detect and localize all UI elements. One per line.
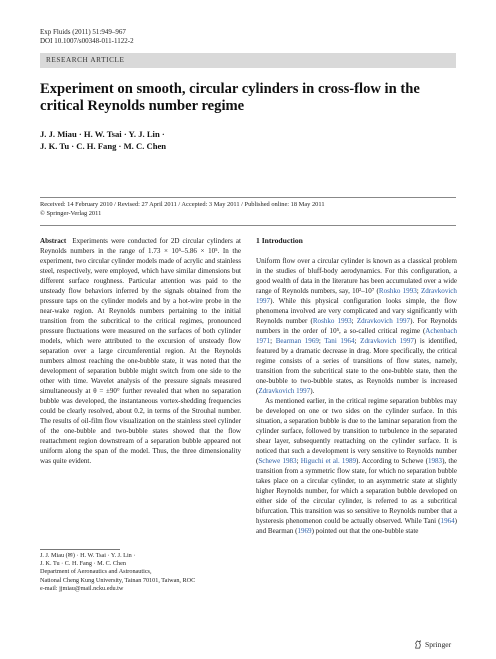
footnote-line: J. K. Tu · C. H. Fang · M. C. Chen — [40, 560, 126, 568]
intro-paragraph-1: Uniform flow over a circular cylinder is known as a classical problem in the studies of bluff-body aerodynamics. For this configuration, a good wealth of data in the literature has been accumulated over a wide range of Reynolds numbers, say, 10²–10⁷ (Roshko 1993; Zdravkovich 1997). While this physical configuration looks simple, the flow phenomena involved are very complicated and vary significantly with Reynolds number (Roshko 1993; Zdravkovich 1997). For Reynolds numbers in the order of 10⁵, a so-called critical regime (Achenbach 1971; Bearman 1969; Tani 1964; Zdravkovich 1997) is identified, featured by a dramatic decrease in drag. More specifically, the critical regime consists of a series of transitions of flow states, namely, transition from the subcritical state to the one-bubble state, then the one-bubble to two-bubble states, as Reynolds number is increased (Zdravkovich 1997). — [256, 257, 457, 395]
footnote-rule — [40, 549, 120, 550]
authors-line-2: J. K. Tu · C. H. Fang · M. C. Chen — [40, 141, 167, 151]
doi: DOI 10.1007/s00348-011-1122-2 — [40, 37, 134, 45]
footnote-email: e-mail: jjmiau@mail.ncku.edu.tw — [40, 584, 124, 592]
citation-link[interactable]: Zdravkovich 1997 — [258, 387, 311, 395]
citation-link[interactable]: Zdravkovich 1997 — [360, 337, 414, 345]
citation-link[interactable]: Roshko 1993 — [378, 287, 417, 295]
introduction-body — [256, 256, 457, 536]
springer-horse-icon — [414, 640, 422, 649]
author-list — [40, 128, 420, 152]
journal-citation: Exp Fluids (2011) 51:949–967 — [40, 28, 126, 36]
article-type: RESEARCH ARTICLE — [46, 56, 125, 64]
footnote-line: Department of Aeronautics and Astronautics, — [40, 568, 152, 576]
date-history: Received: 14 February 2010 / Revised: 27 April 2011 / Accepted: 3 May 2011 / Published online: 18 May 2011 — [40, 201, 325, 208]
citation-link[interactable]: Tani 1964 — [324, 337, 355, 345]
publisher-logo — [414, 640, 451, 649]
author-affiliation-footnote — [40, 552, 245, 593]
divider-top — [40, 197, 456, 198]
publication-dates — [40, 200, 460, 218]
publisher-name: Springer — [425, 640, 452, 649]
citation-link[interactable]: 1964 — [440, 517, 455, 525]
citation-link[interactable]: Zdravkovich 1997 — [356, 317, 411, 325]
journal-header — [40, 28, 134, 46]
paper-title: Experiment on smooth, circular cylinders in cross-flow in the critical Reynolds number regime — [40, 81, 420, 114]
citation-link[interactable]: Achenbach 1971 — [256, 327, 457, 345]
authors-line-1: J. J. Miau · H. W. Tsai · Y. J. Lin · — [40, 129, 165, 139]
abstract-text: Experiments were conducted for 2D circular cylinders at Reynolds numbers in the range of 1.73 × 10⁵–5.86 × 10⁵. In the experiment, two circular cylinder models made of acrylic and stainless steel, respectively, were employed, which have similar dimensions but different surface roughness. Particular attention was paid to the unsteady flow behaviors inferred by the signals obtained from the pressure taps on the cylinder models and by a hot-wire probe in the near-wake region. At Reynolds numbers pertaining to the initial transition from the subcritical to the critical regimes, pronounced pressure fluctuations were measured on the surfaces of both cylinder models, which were attributed to the excursion of unsteady flow separation over a large circumferential region. At the Reynolds numbers almost reaching the one-bubble state, it was noted that the development of separation bubble might switch from one side to the other with time. Wavelet analysis of the pressure signals measured simultaneously at θ = ±90° further revealed that when no separation bubble was developed, the instantaneous vortex-shedding frequencies could be clearly resolved, about 0.2, in terms of the Strouhal number. The results of oil-film flow visualization on the stainless steel cylinder of the one-bubble and two-bubble states showed that the flow reattachment region downstream of a separation bubble appeared not uniform along the span of the model. Thus, the three dimensionality was quite evident. — [40, 237, 242, 465]
citation-link[interactable]: Higuchi et al. 1989 — [300, 457, 357, 465]
citation-link[interactable]: Schewe 1983 — [258, 457, 297, 465]
citation-link[interactable]: 1969 — [297, 527, 312, 535]
citation-link[interactable]: Roshko 1993 — [312, 317, 352, 325]
citation-link[interactable]: Zdravkovich 1997 — [256, 287, 457, 305]
intro-paragraph-2: As mentioned earlier, in the critical regime separation bubbles may be developed on one or two sides on the cylinder surface. In this situation, a separation bubble is due to the laminar separation from the cylinder surface, followed by transition to turbulence in the separated shear layer, subsequently reattaching on the cylinder surface. It is noticed that such a development is very sensitive to Reynolds number (Schewe 1983; Higuchi et al. 1989). According to Schewe (1983), the transition from a symmetric flow state, for which no separation bubble takes place on a circular cylinder, to an asymmetric state at slightly higher Reynolds number, for which a separation bubble developed on either side of the circular cylinder, is referred to as a subcritical bifurcation. This transition was so sensitive to Reynolds number that a hysteresis phenomenon could be actually observed. While Tani (1964) and Bearman (1969) pointed out that the one-bubble state — [256, 397, 457, 535]
citation-link[interactable]: Bearman 1969 — [275, 337, 319, 345]
article-type-band — [40, 53, 456, 68]
section-heading-introduction: 1 Introduction — [256, 236, 303, 245]
divider-bottom — [40, 225, 456, 226]
footnote-line: National Cheng Kung University, Tainan 70101, Taiwan, ROC — [40, 576, 196, 584]
citation-link[interactable]: 1983 — [427, 457, 443, 465]
copyright: © Springer-Verlag 2011 — [40, 210, 102, 217]
footnote-line: J. J. Miau (✉) · H. W. Tsai · Y. J. Lin · — [40, 552, 136, 559]
abstract-label: Abstract — [40, 237, 67, 245]
abstract — [40, 236, 241, 466]
